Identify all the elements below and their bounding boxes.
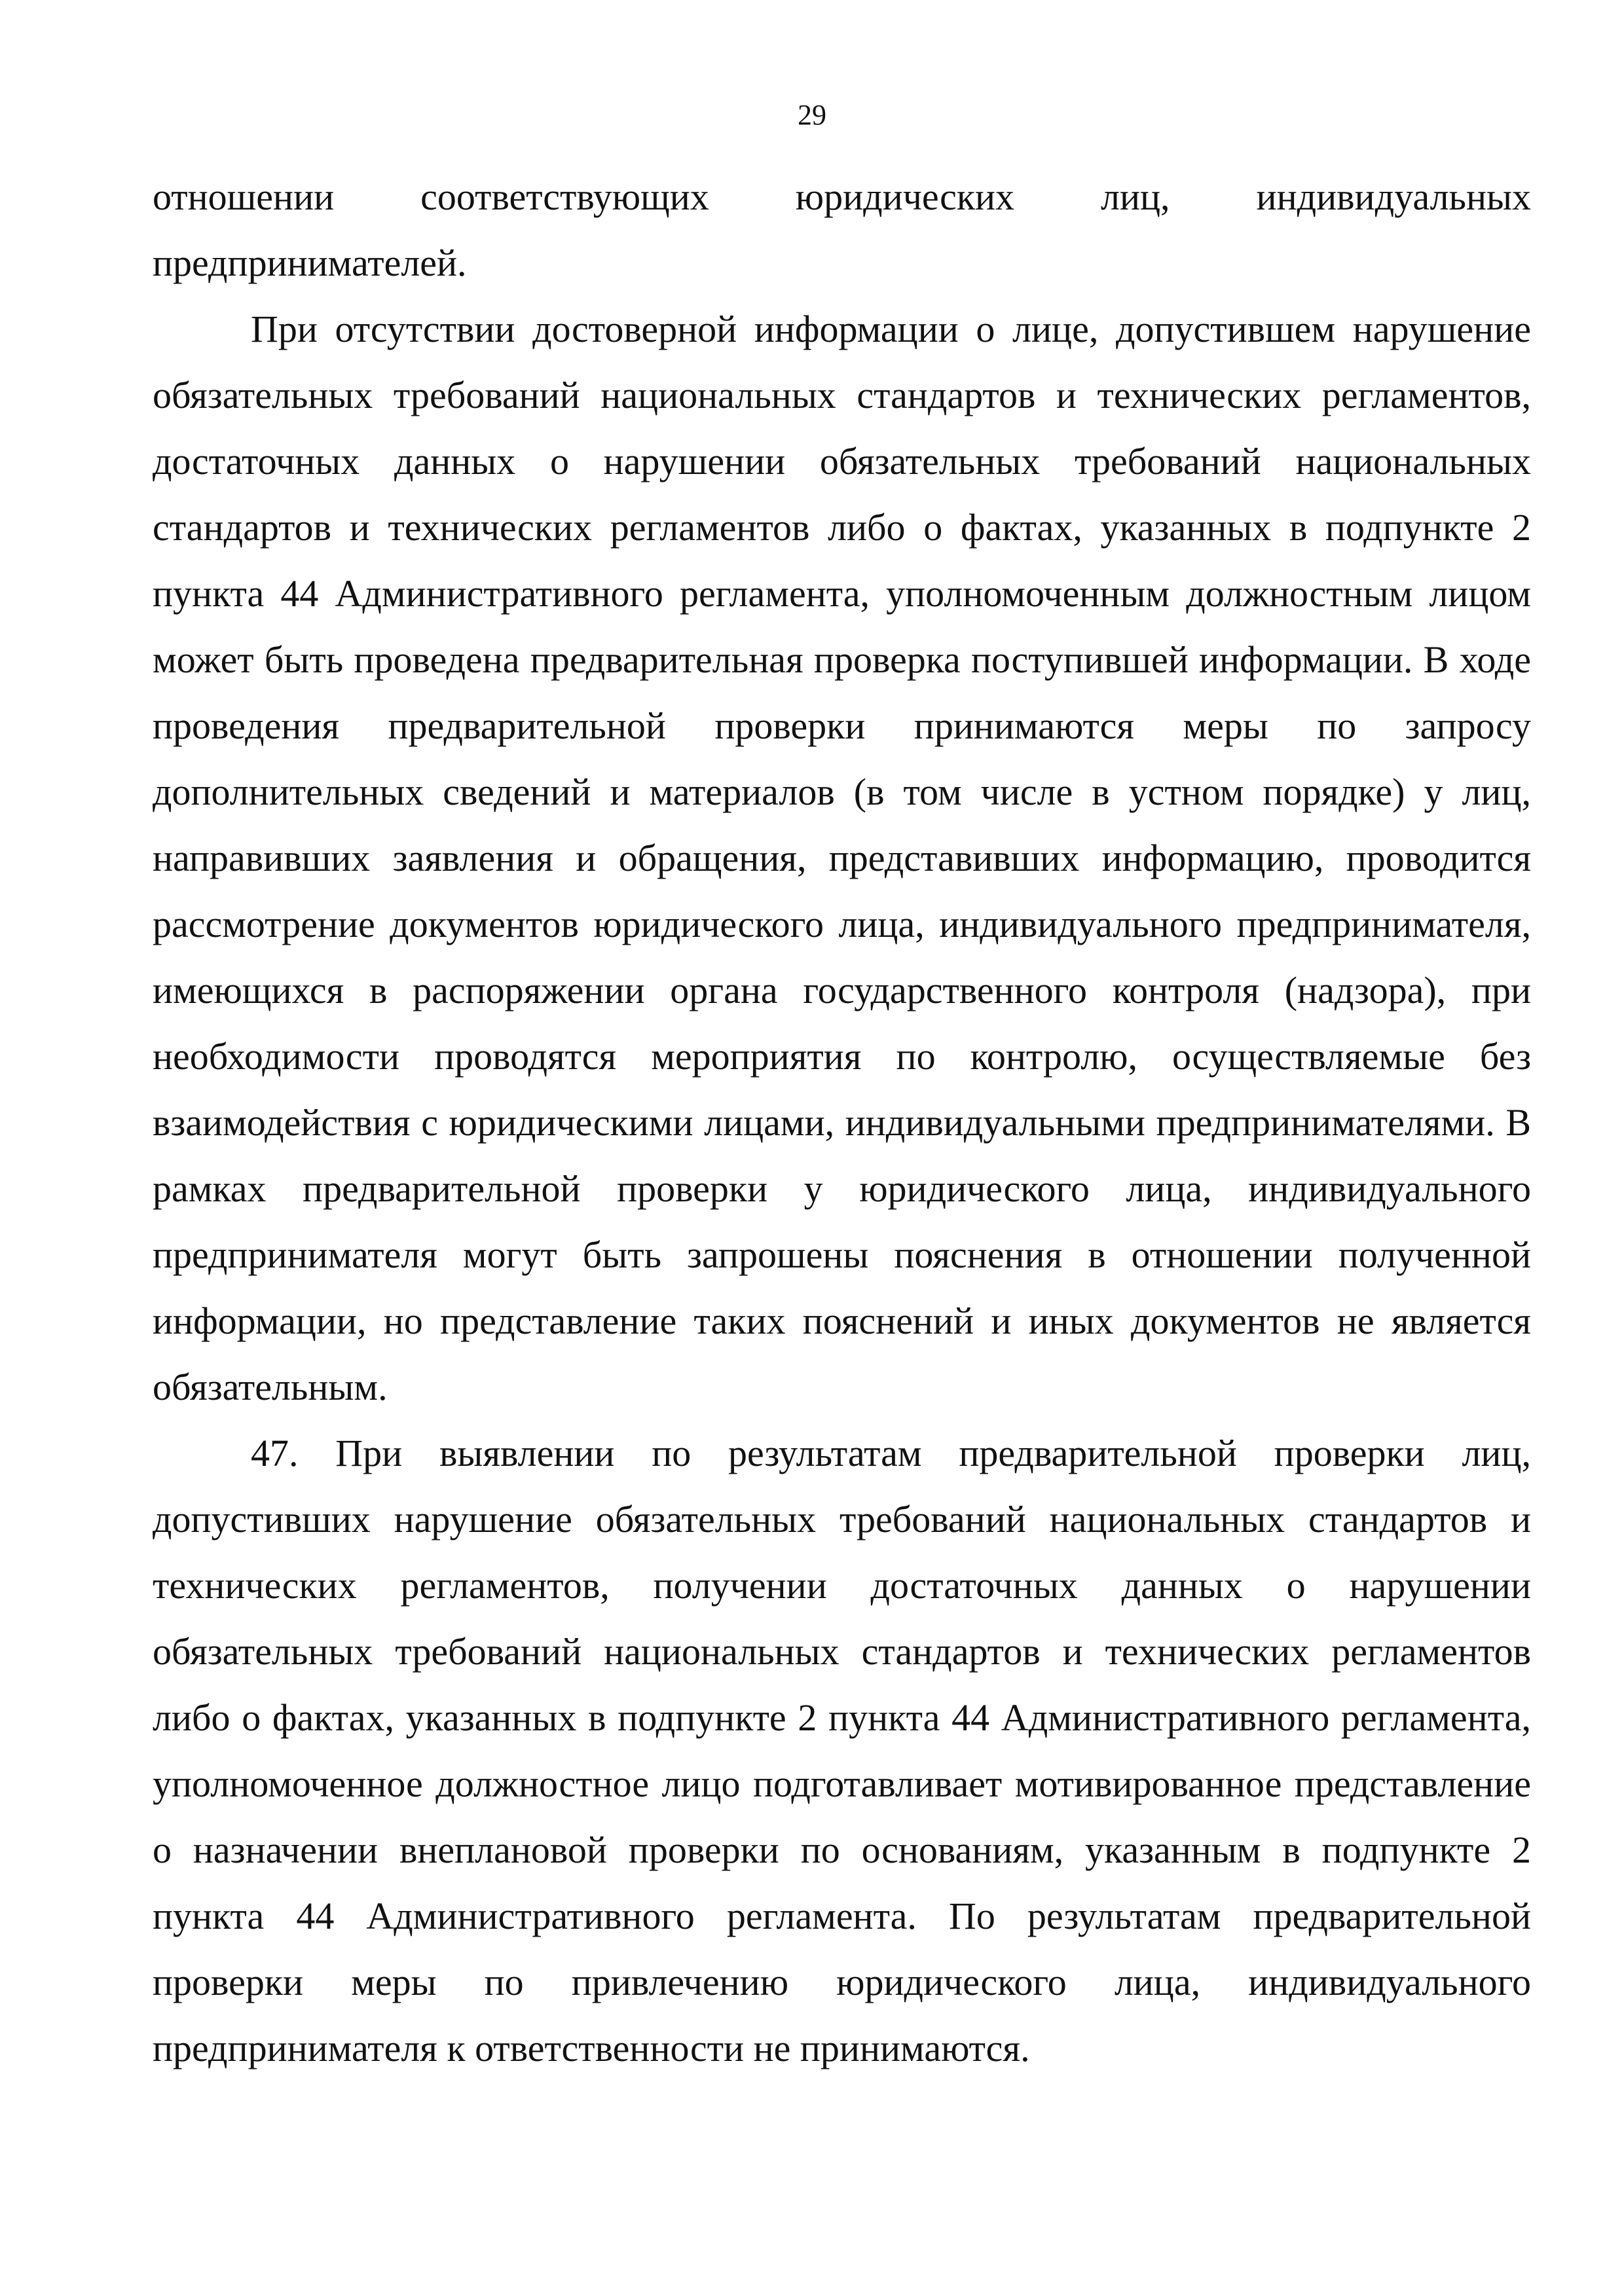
document-body xyxy=(153,164,1531,2081)
paragraph-continuation: отношении соответствующих юридических лиц, индивидуальных предпринимателей. xyxy=(153,175,1531,284)
page-number: 29 xyxy=(798,99,826,131)
paragraph-preliminary-check: При отсутствии достоверной информации о лице, допустившем нарушение обязательных требований национальных стандартов и технических регламентов, достаточных данных о нарушении обязательных требований национальных стандартов и технических регламентов либо о фактах, указанных в подпункте 2 пункта 44 Административного регламента, уполномоченным должностным лицом может быть проведена предварительная проверка поступившей информации. В ходе проведения предварительной проверки принимаются меры по запросу дополнительных сведений и материалов (в том числе в устном порядке) у лиц, направивших заявления и обращения, представивших информацию, проводится рассмотрение документов юридического лица, индивидуального предпринимателя, имеющихся в распоряжении органа государственного контроля (надзора), при необходимости проводятся мероприятия по контролю, осуществляемые без взаимодействия с юридическими лицами, индивидуальными предпринимателями. В рамках предварительной проверки у юридического лица, индивидуального предпринимателя могут быть запрошены пояснения в отношении полученной информации, но представление таких пояснений и иных документов не является обязательным. xyxy=(153,308,1531,1408)
paragraph-47: 47. При выявлении по результатам предварительной проверки лиц, допустивших нарушение обязательных требований национальных стандартов и технических регламентов, получении достаточных данных о нарушении обязательных требований национальных стандартов и технических регламентов либо о фактах, указанных в подпункте 2 пункта 44 Административного регламента, уполномоченное должностное лицо подготавливает мотивированное представление о назначении внеплановой проверки по основаниям, указанным в подпункте 2 пункта 44 Административного регламента. По результатам предварительной проверки меры по привлечению юридического лица, индивидуального предпринимателя к ответственности не принимаются. xyxy=(153,1432,1531,2069)
